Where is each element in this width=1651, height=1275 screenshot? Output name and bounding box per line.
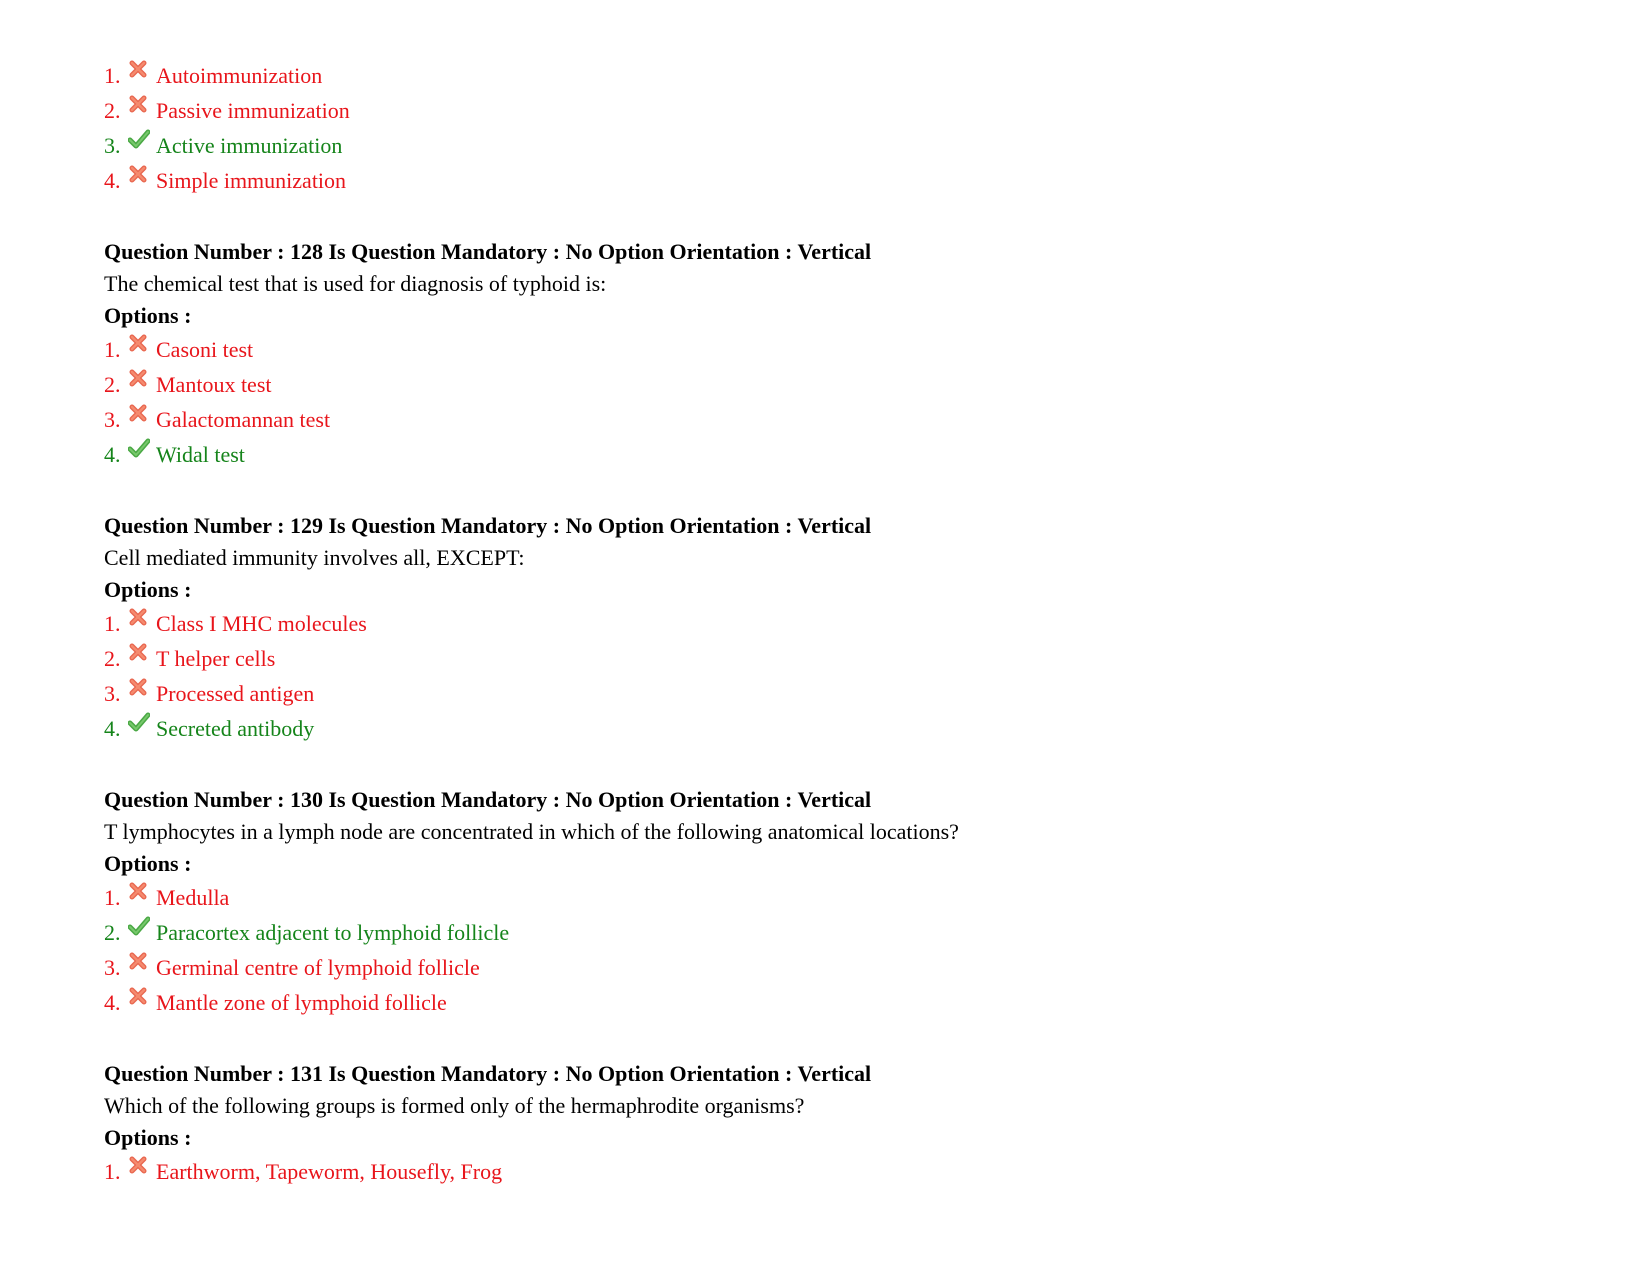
option-number: 2.	[104, 645, 121, 671]
cross-icon	[128, 1155, 150, 1177]
question-header: Question Number : 131 Is Question Mandatory : No Option Orientation : Vertical	[104, 1061, 872, 1086]
option-number: 1.	[104, 884, 121, 910]
cross-icon	[128, 607, 150, 629]
check-icon	[128, 129, 150, 151]
question-header: Question Number : 130 Is Question Mandatory : No Option Orientation : Vertical	[104, 787, 872, 812]
option-number: 3.	[104, 680, 121, 706]
options-list	[104, 1154, 1554, 1189]
option-item	[104, 676, 1554, 711]
options-label: Options :	[104, 851, 192, 876]
cross-icon	[128, 677, 150, 699]
option-text: Germinal centre of lymphoid follicle	[156, 954, 480, 980]
option-item	[104, 950, 1554, 985]
option-text: Processed antigen	[156, 680, 315, 706]
option-text: Galactomannan test	[156, 406, 331, 432]
options-label: Options :	[104, 1125, 192, 1150]
options-list	[104, 606, 1554, 746]
option-text: Secreted antibody	[156, 715, 315, 741]
options-label: Options :	[104, 577, 192, 602]
question-block	[104, 509, 1554, 746]
option-item	[104, 128, 1554, 163]
cross-icon	[128, 642, 150, 664]
option-number: 3.	[104, 132, 121, 158]
question-text: The chemical test that is used for diagnosis of typhoid is:	[104, 271, 607, 296]
questions-container	[104, 235, 1554, 1189]
options-list	[104, 332, 1554, 472]
cross-icon	[128, 59, 150, 81]
cross-icon	[128, 403, 150, 425]
option-number: 2.	[104, 97, 121, 123]
question-text: Cell mediated immunity involves all, EXCEPT:	[104, 545, 525, 570]
option-text: Casoni test	[156, 336, 254, 362]
cross-icon	[128, 368, 150, 390]
option-item	[104, 402, 1554, 437]
check-icon	[128, 712, 150, 734]
option-number: 2.	[104, 371, 121, 397]
question-header: Question Number : 128 Is Question Mandatory : No Option Orientation : Vertical	[104, 239, 872, 264]
option-text: Mantle zone of lymphoid follicle	[156, 989, 447, 1015]
option-item	[104, 915, 1554, 950]
option-text: Medulla	[156, 884, 230, 910]
option-number: 2.	[104, 919, 121, 945]
option-item	[104, 606, 1554, 641]
option-item	[104, 163, 1554, 198]
cross-icon	[128, 333, 150, 355]
option-item	[104, 880, 1554, 915]
option-text: Earthworm, Tapeworm, Housefly, Frog	[156, 1158, 503, 1184]
option-number: 1.	[104, 1158, 121, 1184]
option-number: 3.	[104, 406, 121, 432]
option-number: 1.	[104, 62, 121, 88]
option-text: Active immunization	[156, 132, 343, 158]
option-number: 4.	[104, 715, 121, 741]
option-item	[104, 641, 1554, 676]
check-icon	[128, 438, 150, 460]
option-text: Autoimmunization	[156, 62, 323, 88]
cross-icon	[128, 951, 150, 973]
cross-icon	[128, 94, 150, 116]
option-number: 3.	[104, 954, 121, 980]
question-text: Which of the following groups is formed only of the hermaphrodite organisms?	[104, 1093, 805, 1118]
option-number: 1.	[104, 610, 121, 636]
option-text: Simple immunization	[156, 167, 347, 193]
carryover-options-list	[104, 58, 1554, 198]
question-text: T lymphocytes in a lymph node are concentrated in which of the following anatomical locations?	[104, 819, 959, 844]
option-number: 4.	[104, 989, 121, 1015]
options-list	[104, 880, 1554, 1020]
option-item	[104, 437, 1554, 472]
option-text: Passive immunization	[156, 97, 350, 123]
option-number: 4.	[104, 167, 121, 193]
option-text: Widal test	[156, 441, 245, 467]
check-icon	[128, 916, 150, 938]
option-text: T helper cells	[156, 645, 276, 671]
question-block	[104, 235, 1554, 472]
option-item	[104, 58, 1554, 93]
cross-icon	[128, 881, 150, 903]
option-item	[104, 367, 1554, 402]
option-text: Mantoux test	[156, 371, 272, 397]
option-item	[104, 332, 1554, 367]
question-block	[104, 783, 1554, 1020]
options-label: Options :	[104, 303, 192, 328]
option-item	[104, 985, 1554, 1020]
cross-icon	[128, 986, 150, 1008]
option-item	[104, 93, 1554, 128]
option-item	[104, 1154, 1554, 1189]
option-number: 1.	[104, 336, 121, 362]
option-text: Paracortex adjacent to lymphoid follicle	[156, 919, 510, 945]
cross-icon	[128, 164, 150, 186]
question-block	[104, 1057, 1554, 1189]
question-paper	[104, 58, 1554, 1189]
option-number: 4.	[104, 441, 121, 467]
question-header: Question Number : 129 Is Question Mandatory : No Option Orientation : Vertical	[104, 513, 872, 538]
option-item	[104, 711, 1554, 746]
option-text: Class I MHC molecules	[156, 610, 367, 636]
